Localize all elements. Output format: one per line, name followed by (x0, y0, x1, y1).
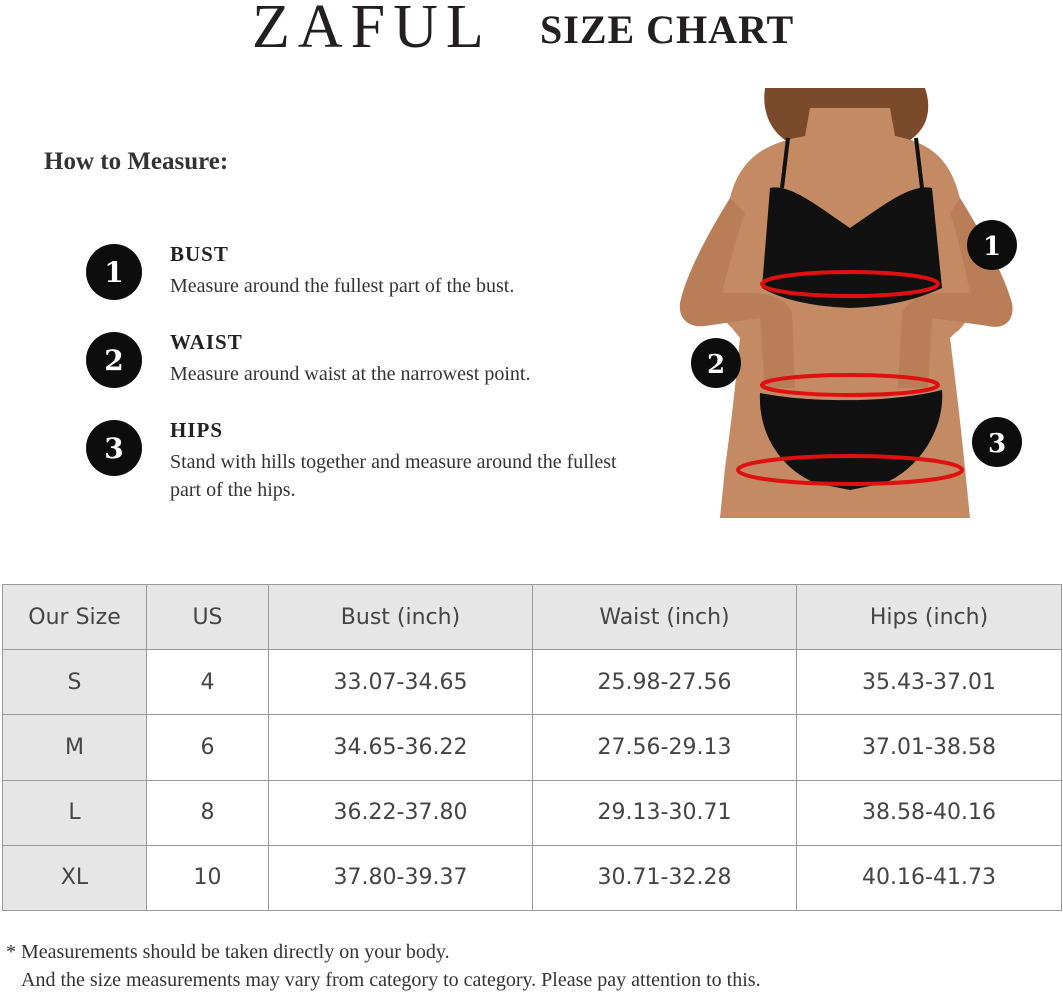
footnote-line: And the size measurements may vary from category to category. Please pay attention to this. (21, 969, 761, 991)
table-cell: 27.56-29.13 (533, 715, 797, 780)
column-header: US (147, 585, 269, 650)
step-name: HIPS (170, 418, 224, 442)
step-description: Stand with hills together and measure around the fullest part of the hips. (170, 451, 617, 501)
table-cell: 38.58-40.16 (797, 780, 1062, 845)
page-title: SIZE CHART (540, 7, 795, 52)
table-cell: 10 (147, 845, 269, 910)
table-row (3, 845, 1062, 910)
table-row (3, 715, 1062, 780)
table-cell: 37.01-38.58 (797, 715, 1062, 780)
column-header: Hips (inch) (797, 585, 1062, 650)
how-to-measure-heading: How to Measure: (44, 148, 229, 175)
table-cell: 29.13-30.71 (533, 780, 797, 845)
svg-text:2: 2 (706, 350, 726, 380)
table-cell: 6 (147, 715, 269, 780)
svg-text:3: 3 (987, 429, 1007, 459)
table-cell: S (3, 650, 147, 715)
table-cell: 4 (147, 650, 269, 715)
table-cell: L (3, 780, 147, 845)
table-cell: M (3, 715, 147, 780)
table-cell: 37.80-39.37 (269, 845, 533, 910)
table-cell: 8 (147, 780, 269, 845)
brand-logo: ZAFUL (252, 0, 492, 61)
step-description: Measure around the fullest part of the bust. (170, 275, 515, 297)
table-cell: XL (3, 845, 147, 910)
step-number-badge: 2 (86, 332, 142, 388)
step-number-badge: 1 (86, 244, 142, 300)
table-cell: 36.22-37.80 (269, 780, 533, 845)
step-description: Measure around waist at the narrowest point. (170, 363, 531, 385)
step-name: WAIST (170, 330, 243, 354)
step-number-badge: 3 (86, 420, 142, 476)
column-header: Waist (inch) (533, 585, 797, 650)
table-cell: 40.16-41.73 (797, 845, 1062, 910)
footnote-line: * Measurements should be taken directly on your body. (6, 941, 450, 963)
table-cell: 33.07-34.65 (269, 650, 533, 715)
table-cell: 25.98-27.56 (533, 650, 797, 715)
svg-text:1: 1 (982, 232, 1002, 262)
table-cell: 35.43-37.01 (797, 650, 1062, 715)
column-header: Our Size (3, 585, 147, 650)
footnote (6, 938, 761, 994)
table-row (3, 780, 1062, 845)
column-header: Bust (inch) (269, 585, 533, 650)
table-cell: 30.71-32.28 (533, 845, 797, 910)
step-name: BUST (170, 242, 229, 266)
table-row (3, 650, 1062, 715)
table-header-row (3, 585, 1062, 650)
size-table (2, 584, 1062, 911)
model-measurement-figure (670, 88, 1030, 518)
header (0, 0, 1063, 60)
table-cell: 34.65-36.22 (269, 715, 533, 780)
